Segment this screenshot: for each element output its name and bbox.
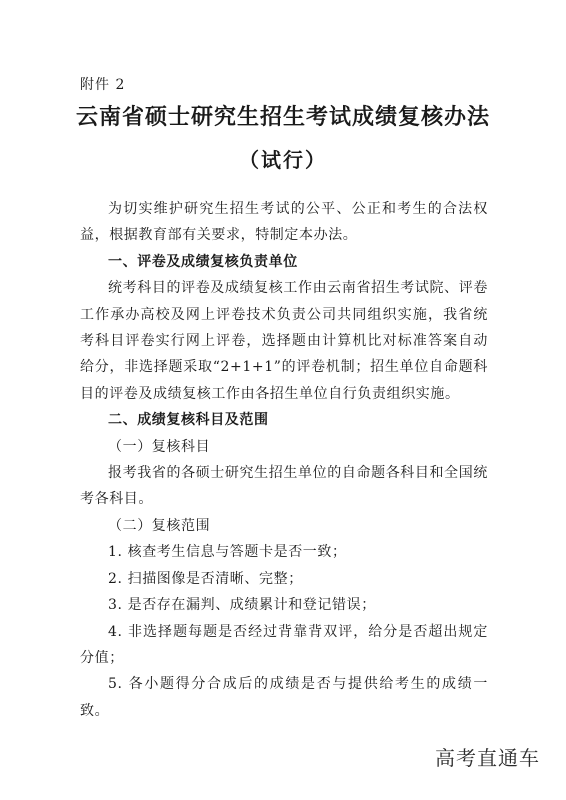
section-1-heading: 一、评卷及成绩复核负责单位 bbox=[108, 253, 298, 270]
list-item: 2. 扫描图像是否清晰、完整； bbox=[108, 570, 303, 587]
list-item: 1. 核查考生信息与答题卡是否一致； bbox=[108, 544, 347, 561]
document-subtitle: （试行） bbox=[239, 148, 327, 172]
watermark-text: 高考直通车 bbox=[435, 746, 540, 770]
list-item: 5. 各小题得分合成后的成绩是否与提供给考生的成绩一致。 bbox=[80, 676, 488, 719]
attachment-label: 附件 2 bbox=[80, 77, 126, 93]
list-item: 3. 是否存在漏判、成绩累计和登记错误； bbox=[108, 597, 376, 614]
subsection-2-heading: （二）复核范围 bbox=[108, 517, 211, 534]
section-2-heading: 二、成绩复核科目及范围 bbox=[108, 412, 269, 429]
document-body bbox=[80, 196, 488, 724]
subsection-1-paragraph: 报考我省的各硕士研究生招生单位的自命题各科目和全国统考各科目。 bbox=[80, 465, 488, 508]
document-title: 云南省硕士研究生招生考试成绩复核办法 bbox=[75, 104, 490, 130]
intro-paragraph: 为切实维护研究生招生考试的公平、公正和考生的合法权益，根据教育部有关要求，特制定本办法。 bbox=[80, 201, 488, 244]
section-1-paragraph: 统考科目的评卷及成绩复核工作由云南省招生考试院、评卷工作承办高校及网上评卷技术负责公司共同组织实施，我省统考科目评卷实行网上评卷，选择题由计算机比对标准答案自动给分，非选择题采取“2+1+1”的评卷机制；招生单位自命题科目的评卷及成绩复核工作由各招生单位自行负责组织实施。 bbox=[80, 280, 488, 402]
subsection-1-heading: （一）复核科目 bbox=[108, 438, 211, 455]
list-item: 4. 非选择题每题是否经过背靠背双评，给分是否超出规定分值； bbox=[80, 623, 488, 666]
